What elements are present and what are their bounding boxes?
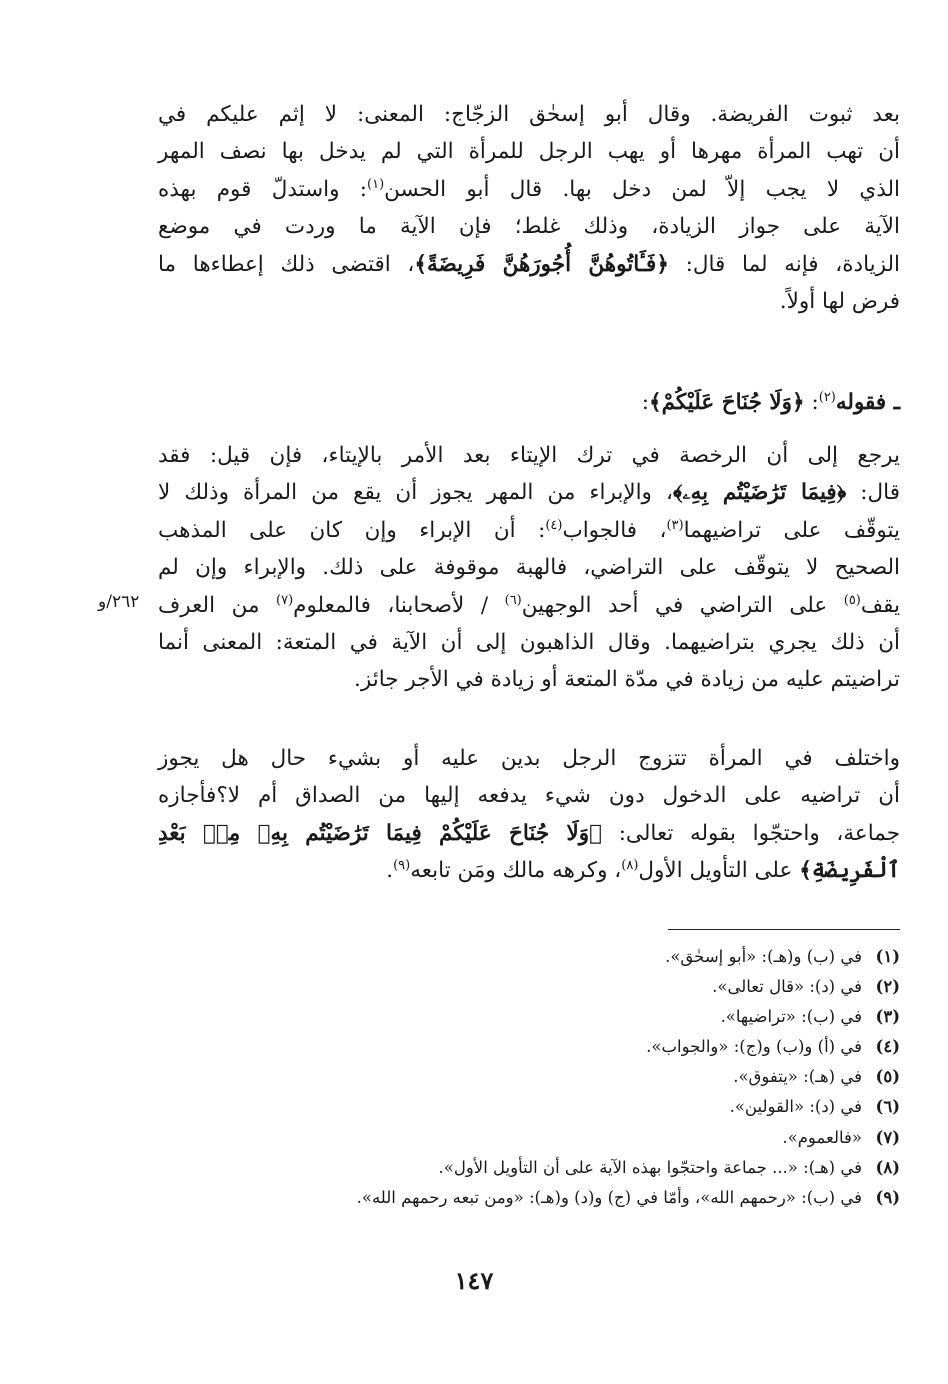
text-fragment: ، والإبراء من المهر يجوز أن يقع من المرأة وذلك لا: [158, 480, 673, 506]
footnote-ref[interactable]: (٩): [393, 858, 411, 874]
text-fragment: الذي لا يجب إلاّ لمن دخل بها. قال أبو الحسن: [384, 176, 901, 202]
page-number: ١٤٧: [454, 1266, 494, 1295]
footnote-text: في (د): «القولين».: [729, 1097, 862, 1117]
text-line: تراضيتم عليه من زيادة في مدّة المتعة أو زيادة في الأجر جائز.: [354, 667, 900, 693]
text-fragment: ، فالجواب: [562, 517, 667, 543]
heading-line: [158, 384, 900, 421]
text-fragment: جماعة، واحتجّوا بقوله تعالى:: [602, 820, 900, 846]
text-line: [158, 246, 900, 283]
text-line: بعد ثبوت الفريضة. وقال أبو إسحٰق الزجّاج: المعنى: لا إثم عليكم في: [158, 102, 900, 127]
text-line: الآية على جواز الزيادة، وذلك غلط؛ فإن الآية ما وردت في موضع: [158, 214, 900, 240]
footnotes: [158, 942, 900, 1213]
text-fragment: :: [641, 390, 650, 415]
quran-verse: ﴿فِيمَا تَرَٰضَيْتُم بِهِۦ﴾: [672, 480, 847, 506]
text-line: واختلف في المرأة تتزوج الرجل بدين عليه أو بشيء حال هل يجوز: [158, 746, 900, 771]
footnote-text: في (هـ): «يتفوق».: [733, 1067, 862, 1087]
footnote-item: [158, 1123, 900, 1153]
text-fragment: / لأصحابنا، فالمعلوم: [293, 592, 505, 618]
paragraph-3: [158, 740, 900, 890]
text-line: [158, 171, 900, 208]
text-fragment: : واستدلّ قوم بهذه: [158, 176, 367, 202]
text-fragment: على التراضي في أحد الوجهين: [521, 592, 844, 618]
footnote-item: [158, 1002, 900, 1032]
text-fragment: من العرف: [158, 592, 276, 618]
text-fragment: : أن الإبراء وإن كان على المذهب: [158, 517, 546, 543]
text-fragment: ، وكرهه مالك ومَن تابعه: [410, 858, 622, 884]
text-fragment: قال:: [846, 480, 901, 506]
footnote-number: (٤): [875, 1037, 900, 1057]
text-line: الصحيح لا يتوقّف على التراضي، فالهبة موقوفة على ذلك. والإبراء وإن لم: [158, 555, 900, 581]
footnote-item: [158, 1092, 900, 1122]
footnote-number: (٦): [875, 1097, 900, 1117]
heading-prefix: ـ فقوله: [835, 390, 900, 415]
text-line: أن ذلك يجري بتراضيهما. وقال الذاهبون إلى أن الآية في المتعة: المعنى أنما: [158, 630, 900, 656]
footnote-ref[interactable]: (٥): [843, 592, 861, 608]
footnote-text: في (د): «قال تعالى».: [712, 977, 862, 997]
footnote-item: [158, 942, 900, 972]
footnote-ref[interactable]: (٤): [545, 517, 563, 533]
text-fragment: :: [804, 390, 819, 415]
footnote-ref[interactable]: (٢): [818, 389, 836, 405]
section-heading: [158, 384, 900, 421]
footnote-number: (٥): [875, 1067, 900, 1087]
text-line: [158, 587, 900, 624]
footnote-ref[interactable]: (٨): [621, 858, 639, 874]
text-fragment: على التأويل الأول: [638, 858, 800, 884]
quran-verse: ﴿فَـَٔاتُوهُنَّ أُجُورَهُنَّ فَرِيضَةً﴾: [414, 251, 669, 277]
footnote-item: [158, 972, 900, 1002]
footnote-ref[interactable]: (٦): [504, 592, 522, 608]
footnote-item: [158, 1153, 900, 1183]
text-line: [158, 815, 900, 852]
footnote-ref[interactable]: (١): [367, 176, 385, 192]
footnote-number: (٢): [875, 977, 900, 997]
text-fragment: الزيادة، فإنه لما قال:: [668, 251, 900, 277]
footnote-text: في (ب) و(هـ): «أبو إسحٰق».: [665, 947, 862, 966]
footnote-number: (٩): [875, 1187, 900, 1207]
text-line: يرجع إلى أن الرخصة في ترك الإيتاء بعد الأمر بالإيتاء، فإن قيل: فقد: [158, 443, 900, 468]
text-line: فرض لها أولاً.: [779, 289, 900, 315]
footnote-item: [158, 1183, 900, 1213]
quran-verse: ﴿وَلَا جُنَاحَ عَلَيْكُمْ﴾: [649, 390, 805, 415]
footnote-number: (١): [875, 947, 900, 966]
text-line: [158, 474, 900, 511]
quran-verse: ﴿وَلَا جُنَاحَ عَلَيْكُمْ فِيمَا تَرَٰضَيْتُم بِهِۦ مِنۢ بَعْدِ: [158, 820, 603, 846]
footnote-number: (٧): [875, 1127, 900, 1147]
footnote-separator: [668, 929, 900, 930]
footnote-text: في (أ) و(ب) و(ج): «والجواب».: [646, 1037, 862, 1057]
footnote-item: [158, 1062, 900, 1092]
text-fragment: ، اقتضى ذلك إعطاءها ما: [158, 251, 415, 277]
text-fragment: يقف: [860, 592, 900, 618]
footnote-number: (٣): [875, 1007, 900, 1027]
text-fragment: .: [386, 858, 394, 884]
footnote-text: في (هـ): «... جماعة واحتجّوا بهذه الآية على أن التأويل الأول».: [438, 1157, 862, 1177]
footnote-ref[interactable]: (٧): [276, 592, 294, 608]
footnote-ref[interactable]: (٣): [666, 517, 684, 533]
paragraph-1: [158, 96, 900, 320]
text-line: أن تراضيه على الدخول دون شيء يدفعه إليها من الصداق أم لا؟فأجازه: [158, 783, 900, 809]
footnote-text: في (ب): «تراضيها».: [720, 1007, 862, 1027]
footnote-item: [158, 1032, 900, 1062]
text-fragment: يتوقّف على تراضيهما: [683, 517, 900, 543]
footnote-text: في (ب): «رحمهم الله»، وأمّا في (ج) و(د) و(هـ): «ومن تبعه رحمهم الله».: [356, 1187, 862, 1207]
quran-verse: ٱلْفَرِيضَةِ﴾: [799, 858, 900, 884]
text-line: [158, 852, 900, 889]
manuscript-folio-note: ٢٦٢/و: [98, 592, 140, 612]
text-line: أن تهب المرأة مهرها أو يهب الرجل للمرأة التي لم يدخل بها نصف المهر: [158, 139, 900, 165]
text-line: [158, 512, 900, 549]
footnote-number: (٨): [875, 1157, 900, 1177]
footnote-text: «فالعموم».: [782, 1127, 862, 1147]
paragraph-2: [158, 437, 900, 699]
